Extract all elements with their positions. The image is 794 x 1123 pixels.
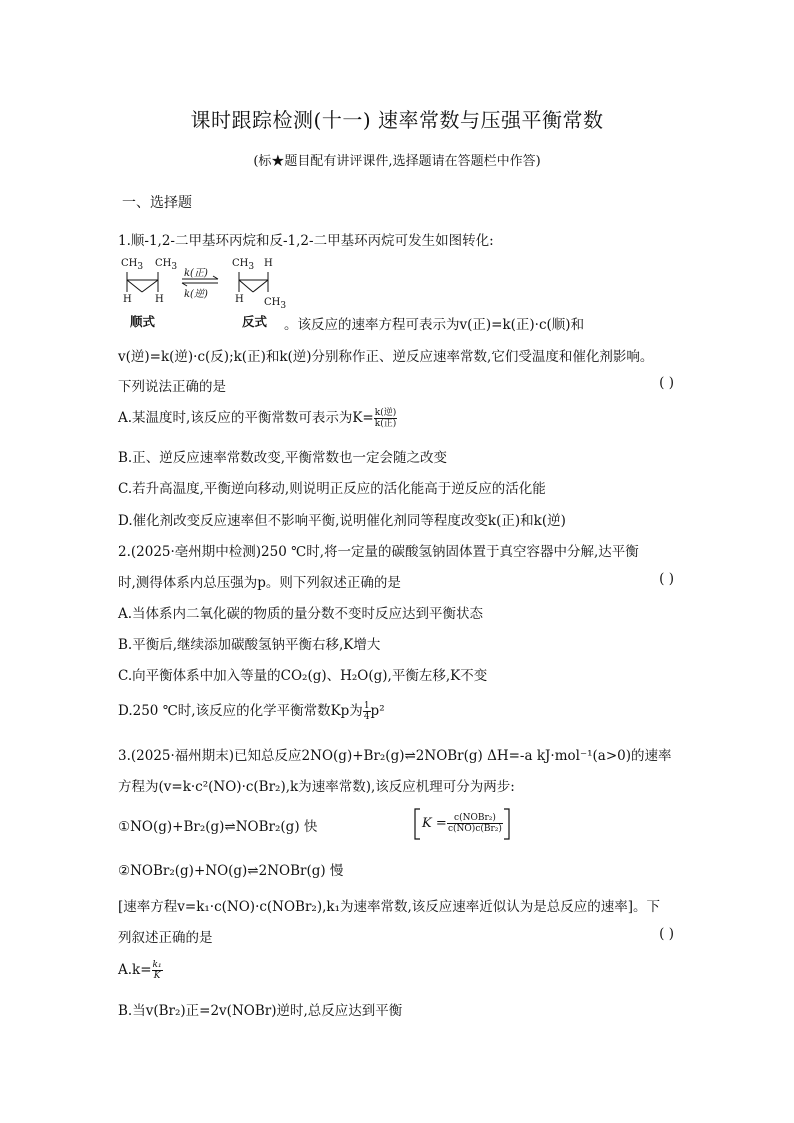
k-expression-fraction: c(NOBr₂) c(NO)c(Br₂) <box>448 813 502 834</box>
k-expression-label: K = <box>422 816 447 831</box>
q2-option-a: A.当体系内二氧化碳的物质的量分数不变时反应达到平衡状态 <box>118 606 484 622</box>
q1-option-b: B.正、逆反应速率常数改变,平衡常数也一定会随之改变 <box>118 450 448 466</box>
q1-structure-diagram <box>118 256 304 328</box>
q1-line4: 下列说法正确的是 <box>118 379 226 395</box>
trans-ch3-bottom: $CH_3$ <box>264 297 287 311</box>
q2-line1: 2.(2025·亳州期中检测)250 ℃时,将一定量的碳酸氢钠固体置于真空容器中分解,达平衡 <box>118 544 639 560</box>
equilibrium-constant-box <box>414 808 510 840</box>
cis-ch3-left: $CH_3$ <box>121 258 144 272</box>
section-heading: 一、选择题 <box>122 195 192 211</box>
q3-option-a: A.k= $\frac{\text{k₁}}{K}$ <box>118 960 162 981</box>
q2-answer-blank: ( ) <box>659 571 674 587</box>
k-forward-label: k(正) <box>184 268 208 279</box>
trans-h-bottom: H <box>235 294 244 305</box>
q3-line4: 列叙述正确的是 <box>118 930 213 946</box>
q3-line3: [速率方程v=k₁·c(NO)·c(NOBr₂),k₁为速率常数,该反应速率近似认为是总反应的速率]。下 <box>118 899 661 915</box>
q1-line2: 。该反应的速率方程可表示为v(正)=k(正)·c(顺)和 <box>284 317 585 333</box>
q1-option-d: D.催化剂改变反应速率但不影响平衡,说明催化剂同等程度改变k(正)和k(逆) <box>118 513 566 529</box>
q3-option-b: B.当v(Br₂)正=2v(NOBr)逆时,总反应达到平衡 <box>118 1003 403 1019</box>
q3-line1: 3.(2025·福州期末)已知总反应2NO(g)+Br₂(g)⇌2NOBr(g) ΔH=-a kJ·mol⁻¹(a>0)的速率 <box>118 748 672 764</box>
q3-answer-blank: ( ) <box>659 926 674 942</box>
q2-option-b: B.平衡后,继续添加碳酸氢钠平衡右移,K增大 <box>118 637 381 653</box>
trans-ch3-top: $CH_3$ <box>232 258 255 272</box>
cis-h-right: H <box>155 294 164 305</box>
q3-step2: ②NOBr₂(g)+NO(g)⇌2NOBr(g) 慢 <box>118 863 344 879</box>
q2-line2: 时,测得体系内总压强为p。则下列叙述正确的是 <box>118 575 401 591</box>
cis-ch3-right: $CH_3$ <box>155 258 178 272</box>
page-title: 课时跟踪检测(十一) 速率常数与压强平衡常数 <box>190 108 604 132</box>
cis-h-left: H <box>123 294 132 305</box>
trans-label: 反式 <box>242 314 268 329</box>
cis-label: 顺式 <box>130 314 156 329</box>
q3-line2: 方程为(v=k·c²(NO)·c(Br₂),k为速率常数),该反应机理可分为两步: <box>118 779 515 795</box>
q1-answer-blank: ( ) <box>659 375 674 391</box>
q1-option-a: A.某温度时,该反应的平衡常数可表示为K= $\frac{\text{k(逆)}}{\text{k(正)}}$ <box>118 408 397 429</box>
q1-option-c: C.若升高温度,平衡逆向移动,则说明正反应的活化能高于逆反应的活化能 <box>118 481 546 497</box>
q2-option-c: C.向平衡体系中加入等量的CO₂(g)、H₂O(g),平衡左移,K不变 <box>118 668 488 684</box>
q1-stem: 1.顺-1,2-二甲基环丙烷和反-1,2-二甲基环丙烷可发生如图转化: <box>118 233 494 249</box>
trans-h-top: H <box>264 258 273 269</box>
k-reverse-label: k(逆) <box>184 289 208 300</box>
page-subtitle: (标★题目配有讲评课件,选择题请在答题栏中作答) <box>253 154 541 169</box>
q3-step1: ①NO(g)+Br₂(g)⇌NOBr₂(g) 快 <box>118 819 318 835</box>
q2-option-d: D.250 ℃时,该反应的化学平衡常数Kp为 $\frac{1}{4}$ p² <box>118 701 385 722</box>
q1-line3: v(逆)=k(逆)·c(反);k(正)和k(逆)分别称作正、逆反应速率常数,它们受温度和催化剂影响。 <box>118 349 654 365</box>
